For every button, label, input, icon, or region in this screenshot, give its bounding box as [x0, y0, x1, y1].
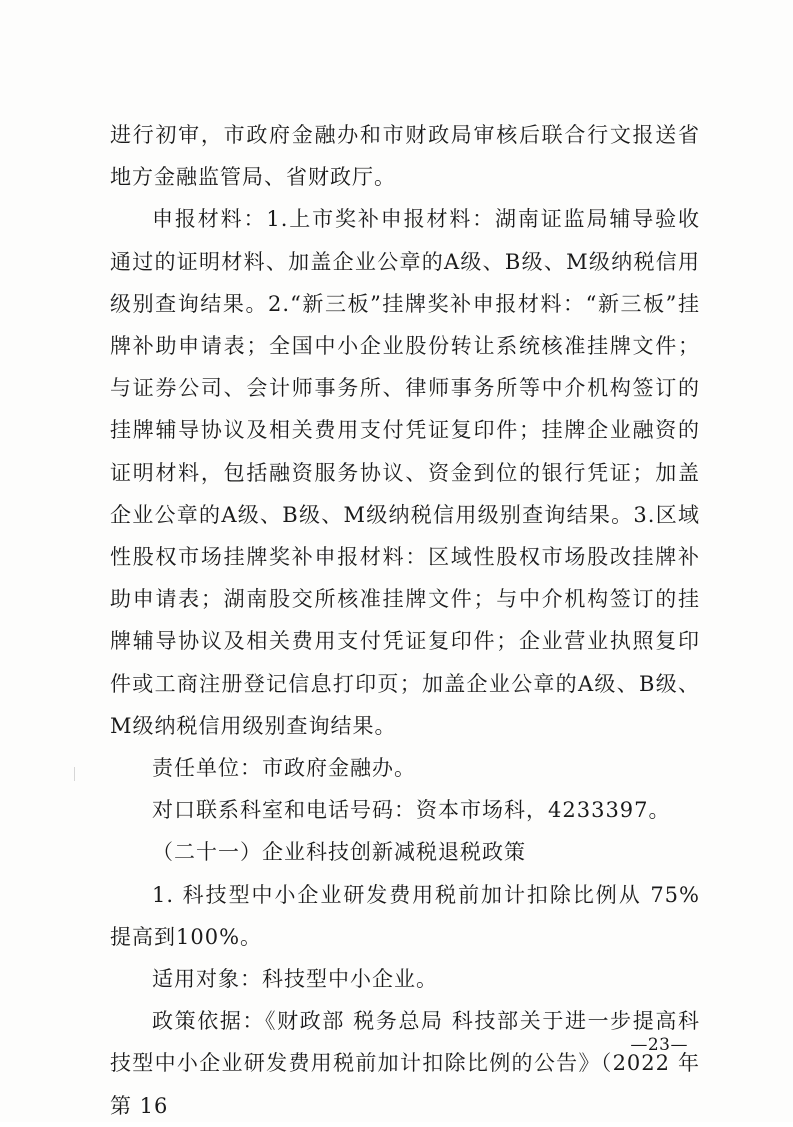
page-number: —23—	[630, 1035, 688, 1055]
paragraph-policy-item: 1. 科技型中小企业研发费用税前加计扣除比例从 75%提高到100%。	[110, 882, 700, 949]
paragraph-application-materials: 申报材料：1.上市奖补申报材料：湖南证监局辅导验收通过的证明材料、加盖企业公章的A级、B级、M级纳税信用级别查询结果。2.“新三板”挂牌奖补申报材料：“新三板”挂牌补助申请表；全国中小企业股份转让系统核准挂牌文件；与证券公司、会计师事务所、律师事务所等中介机构签订的挂牌辅导协议及相关费用支付凭证复印件；挂牌企业融资的证明材料，包括融资服务协议、资金到位的银行凭证；加盖企业公章的A级、B级、M级纳税信用级别查询结果。3.区域性股权市场挂牌奖补申报材料：区域性股权市场股改挂牌补助申请表；湖南股交所核准挂牌文件；与中介机构签订的挂牌辅导协议及相关费用支付凭证复印件；企业营业执照复印件或工商注册登记信息打印页；加盖企业公章的A级、B级、M级纳税信用级别查询结果。	[110, 207, 700, 738]
body-text	[110, 114, 700, 1127]
paragraph-contact: 对口联系科室和电话号码：资本市场科，4233397。	[152, 798, 671, 823]
paragraph-continuation: 进行初审，市政府金融办和市财政局审核后联合行文报送省地方金融监管局、省财政厅。	[110, 123, 700, 190]
section-heading: （二十一）企业科技创新减税退税政策	[152, 840, 526, 865]
paragraph-policy-basis: 政策依据：《财政部 税务总局 科技部关于进一步提高科技型中小企业研发费用税前加计扣除比例的公告》（2022 年第 16	[110, 1009, 700, 1118]
margin-mark	[74, 767, 75, 781]
paragraph-applicable-target: 适用对象：科技型中小企业。	[152, 967, 438, 992]
paragraph-responsible-unit: 责任单位：市政府金融办。	[152, 756, 416, 781]
